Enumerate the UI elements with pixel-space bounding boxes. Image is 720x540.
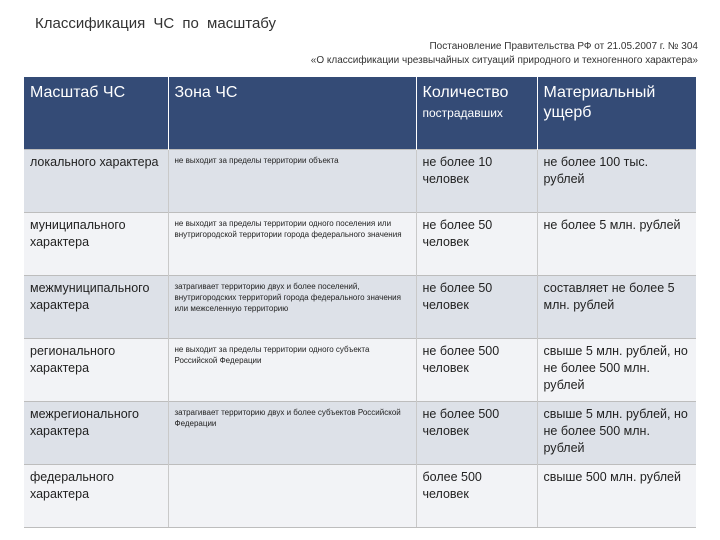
source-reference xyxy=(311,40,698,68)
cell-zone: не выходит за пределы территории одного субъекта Российской Федерации xyxy=(168,339,416,402)
table-row xyxy=(24,402,696,465)
cell-count: не более 500 человек xyxy=(416,339,537,402)
header-scale: Масштаб ЧС xyxy=(24,77,168,150)
cell-scale: межмуниципального характера xyxy=(24,276,168,339)
cell-zone: не выходит за пределы территории объекта xyxy=(168,150,416,213)
source-line-1: Постановление Правительства РФ от 21.05.2007 г. № 304 xyxy=(429,41,698,52)
cell-count: не более 50 человек xyxy=(416,213,537,276)
header-zone: Зона ЧС xyxy=(168,77,416,150)
header-count-sub: пострадавших xyxy=(422,106,503,120)
page-title: Классификация ЧС по масштабу xyxy=(35,15,277,32)
cell-damage: не более 100 тыс. рублей xyxy=(537,150,696,213)
cell-damage: свыше 5 млн. рублей, но не более 500 млн. рублей xyxy=(537,339,696,402)
source-line-2: «О классификации чрезвычайных ситуаций природного и техногенного характера» xyxy=(310,55,698,66)
cell-count: не более 500 человек xyxy=(416,402,537,465)
cell-damage: не более 5 млн. рублей xyxy=(537,213,696,276)
cell-count: не более 10 человек xyxy=(416,150,537,213)
cell-zone: затрагивает территорию двух и более поселений, внутригородских территорий города федерального значения или межселенную территорию xyxy=(168,276,416,339)
cell-damage: составляет не более 5 млн. рублей xyxy=(537,276,696,339)
header-count xyxy=(416,77,537,150)
cell-damage: свыше 5 млн. рублей, но не более 500 млн. рублей xyxy=(537,402,696,465)
cell-scale: локального характера xyxy=(24,150,168,213)
table-row xyxy=(24,213,696,276)
table-row xyxy=(24,465,696,528)
cell-damage: свыше 500 млн. рублей xyxy=(537,465,696,528)
header-damage: Материальный ущерб xyxy=(537,77,696,150)
table-row xyxy=(24,276,696,339)
cell-zone: затрагивает территорию двух и более субъектов Российской Федерации xyxy=(168,402,416,465)
cell-scale: регионального характера xyxy=(24,339,168,402)
cell-zone: не выходит за пределы территории одного поселения или внутригородской территории города федерального значения xyxy=(168,213,416,276)
header-count-label: Количество xyxy=(422,84,509,101)
cell-count: более 500 человек xyxy=(416,465,537,528)
table-header-row xyxy=(24,77,696,150)
table-row xyxy=(24,150,696,213)
cell-scale: федерального характера xyxy=(24,465,168,528)
cell-zone xyxy=(168,465,416,528)
classification-table xyxy=(24,77,696,528)
table-row xyxy=(24,339,696,402)
cell-count: не более 50 человек xyxy=(416,276,537,339)
cell-scale: муниципального характера xyxy=(24,213,168,276)
cell-scale: межрегионального характера xyxy=(24,402,168,465)
